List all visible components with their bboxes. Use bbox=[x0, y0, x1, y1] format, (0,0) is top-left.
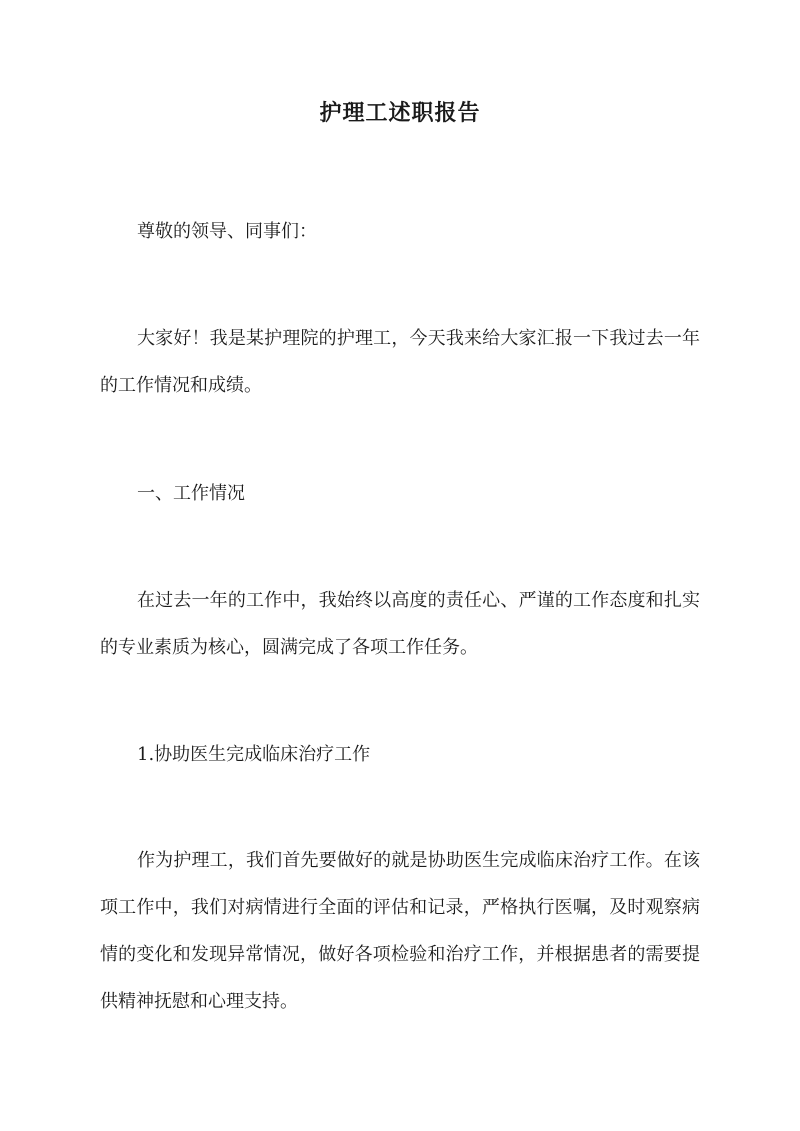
section-body-work-status: 在过去一年的工作中，我始终以高度的责任心、严谨的工作态度和扎实的专业素质为核心，圆满完成了各项工作任务。 bbox=[100, 590, 700, 658]
intro-paragraph: 大家好！我是某护理院的护理工，今天我来给大家汇报一下我过去一年的工作情况和成绩。 bbox=[100, 328, 700, 396]
item-heading-assist-doctor: 1.协助医生完成临床治疗工作 bbox=[137, 744, 371, 765]
item-body-assist-doctor: 作为护理工，我们首先要做好的就是协助医生完成临床治疗工作。在该项工作中，我们对病情进行全面的评估和记录，严格执行医嘱，及时观察病情的变化和发现异常情况，做好各项检验和治疗工作，并根据患者的需要提供精神抚慰和心理支持。 bbox=[100, 850, 700, 1012]
greeting-paragraph: 尊敬的领导、同事们： bbox=[137, 221, 317, 242]
section-heading-work-status: 一、工作情况 bbox=[137, 483, 245, 504]
document-title: 护理工述职报告 bbox=[319, 100, 481, 126]
